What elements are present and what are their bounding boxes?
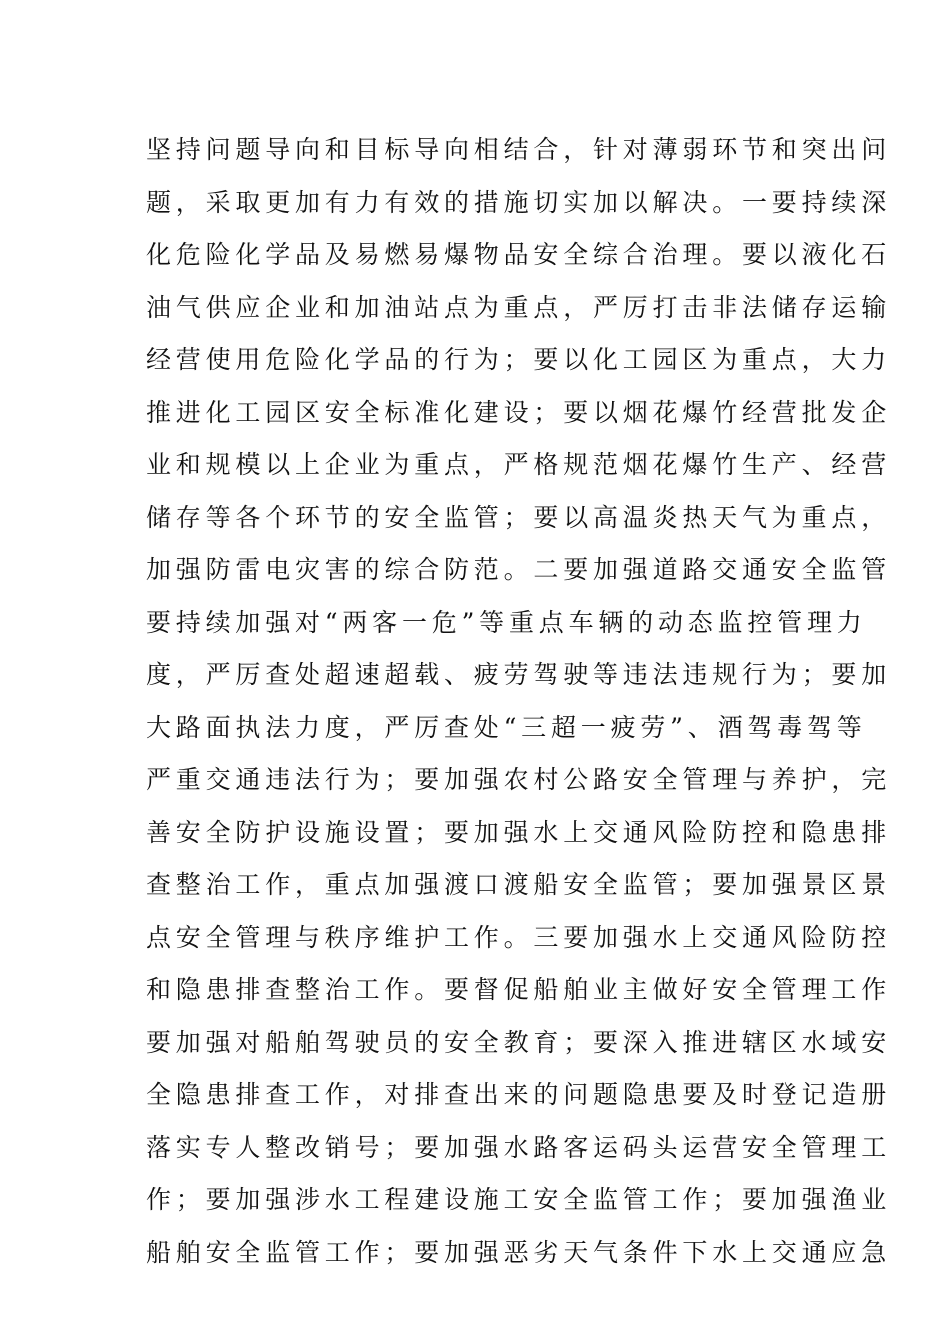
text-line: 查整治工作，重点加强渡口渡船安全监管；要加强景区景 — [146, 870, 892, 899]
text-line: 要持续加强对“两客一危”等重点车辆的动态监控管理力 — [146, 607, 867, 637]
body-paragraph — [146, 124, 892, 1279]
text-line: 化危险化学品及易燃易爆物品安全综合治理。要以液化石 — [146, 240, 892, 269]
text-line: 和隐患排查整治工作。要督促船舶业主做好安全管理工作 — [146, 975, 892, 1004]
text-line: 作；要加强涉水工程建设施工安全监管工作；要加强渔业 — [146, 1185, 892, 1214]
text-line: 严重交通违法行为；要加强农村公路安全管理与养护，完 — [146, 765, 892, 794]
text-line: 要加强对船舶驾驶员的安全教育；要深入推进辖区水域安 — [146, 1027, 892, 1057]
text-line: 经营使用危险化学品的行为；要以化工园区为重点，大力 — [146, 345, 892, 374]
text-line: 船舶安全监管工作；要加强恶劣天气条件下水上交通应急 — [146, 1237, 892, 1267]
text-line: 善安全防护设施设置；要加强水上交通风险防控和隐患排 — [146, 817, 892, 847]
text-line: 度，严厉查处超速超载、疲劳驾驶等违法违规行为；要加 — [146, 660, 892, 689]
text-line: 全隐患排查工作，对排查出来的问题隐患要及时登记造册 — [146, 1080, 892, 1109]
text-line: 油气供应企业和加油站点为重点，严厉打击非法储存运输 — [146, 292, 892, 322]
text-line: 大路面执法力度，严厉查处“三超一疲劳”、酒驾毒驾等 — [146, 712, 867, 742]
text-line: 推进化工园区安全标准化建设；要以烟花爆竹经营批发企 — [146, 397, 892, 427]
text-line: 题，采取更加有力有效的措施切实加以解决。一要持续深 — [146, 187, 892, 217]
text-line: 落实专人整改销号；要加强水路客运码头运营安全管理工 — [146, 1132, 892, 1162]
text-line: 点安全管理与秩序维护工作。三要加强水上交通风险防控 — [146, 922, 892, 952]
text-line: 储存等各个环节的安全监管；要以高温炎热天气为重点， — [146, 502, 892, 532]
text-line: 加强防雷电灾害的综合防范。二要加强道路交通安全监管 — [146, 555, 892, 584]
text-line: 业和规模以上企业为重点，严格规范烟花爆竹生产、经营 — [146, 450, 892, 479]
text-line: 坚持问题导向和目标导向相结合，针对薄弱环节和突出问 — [146, 135, 892, 164]
